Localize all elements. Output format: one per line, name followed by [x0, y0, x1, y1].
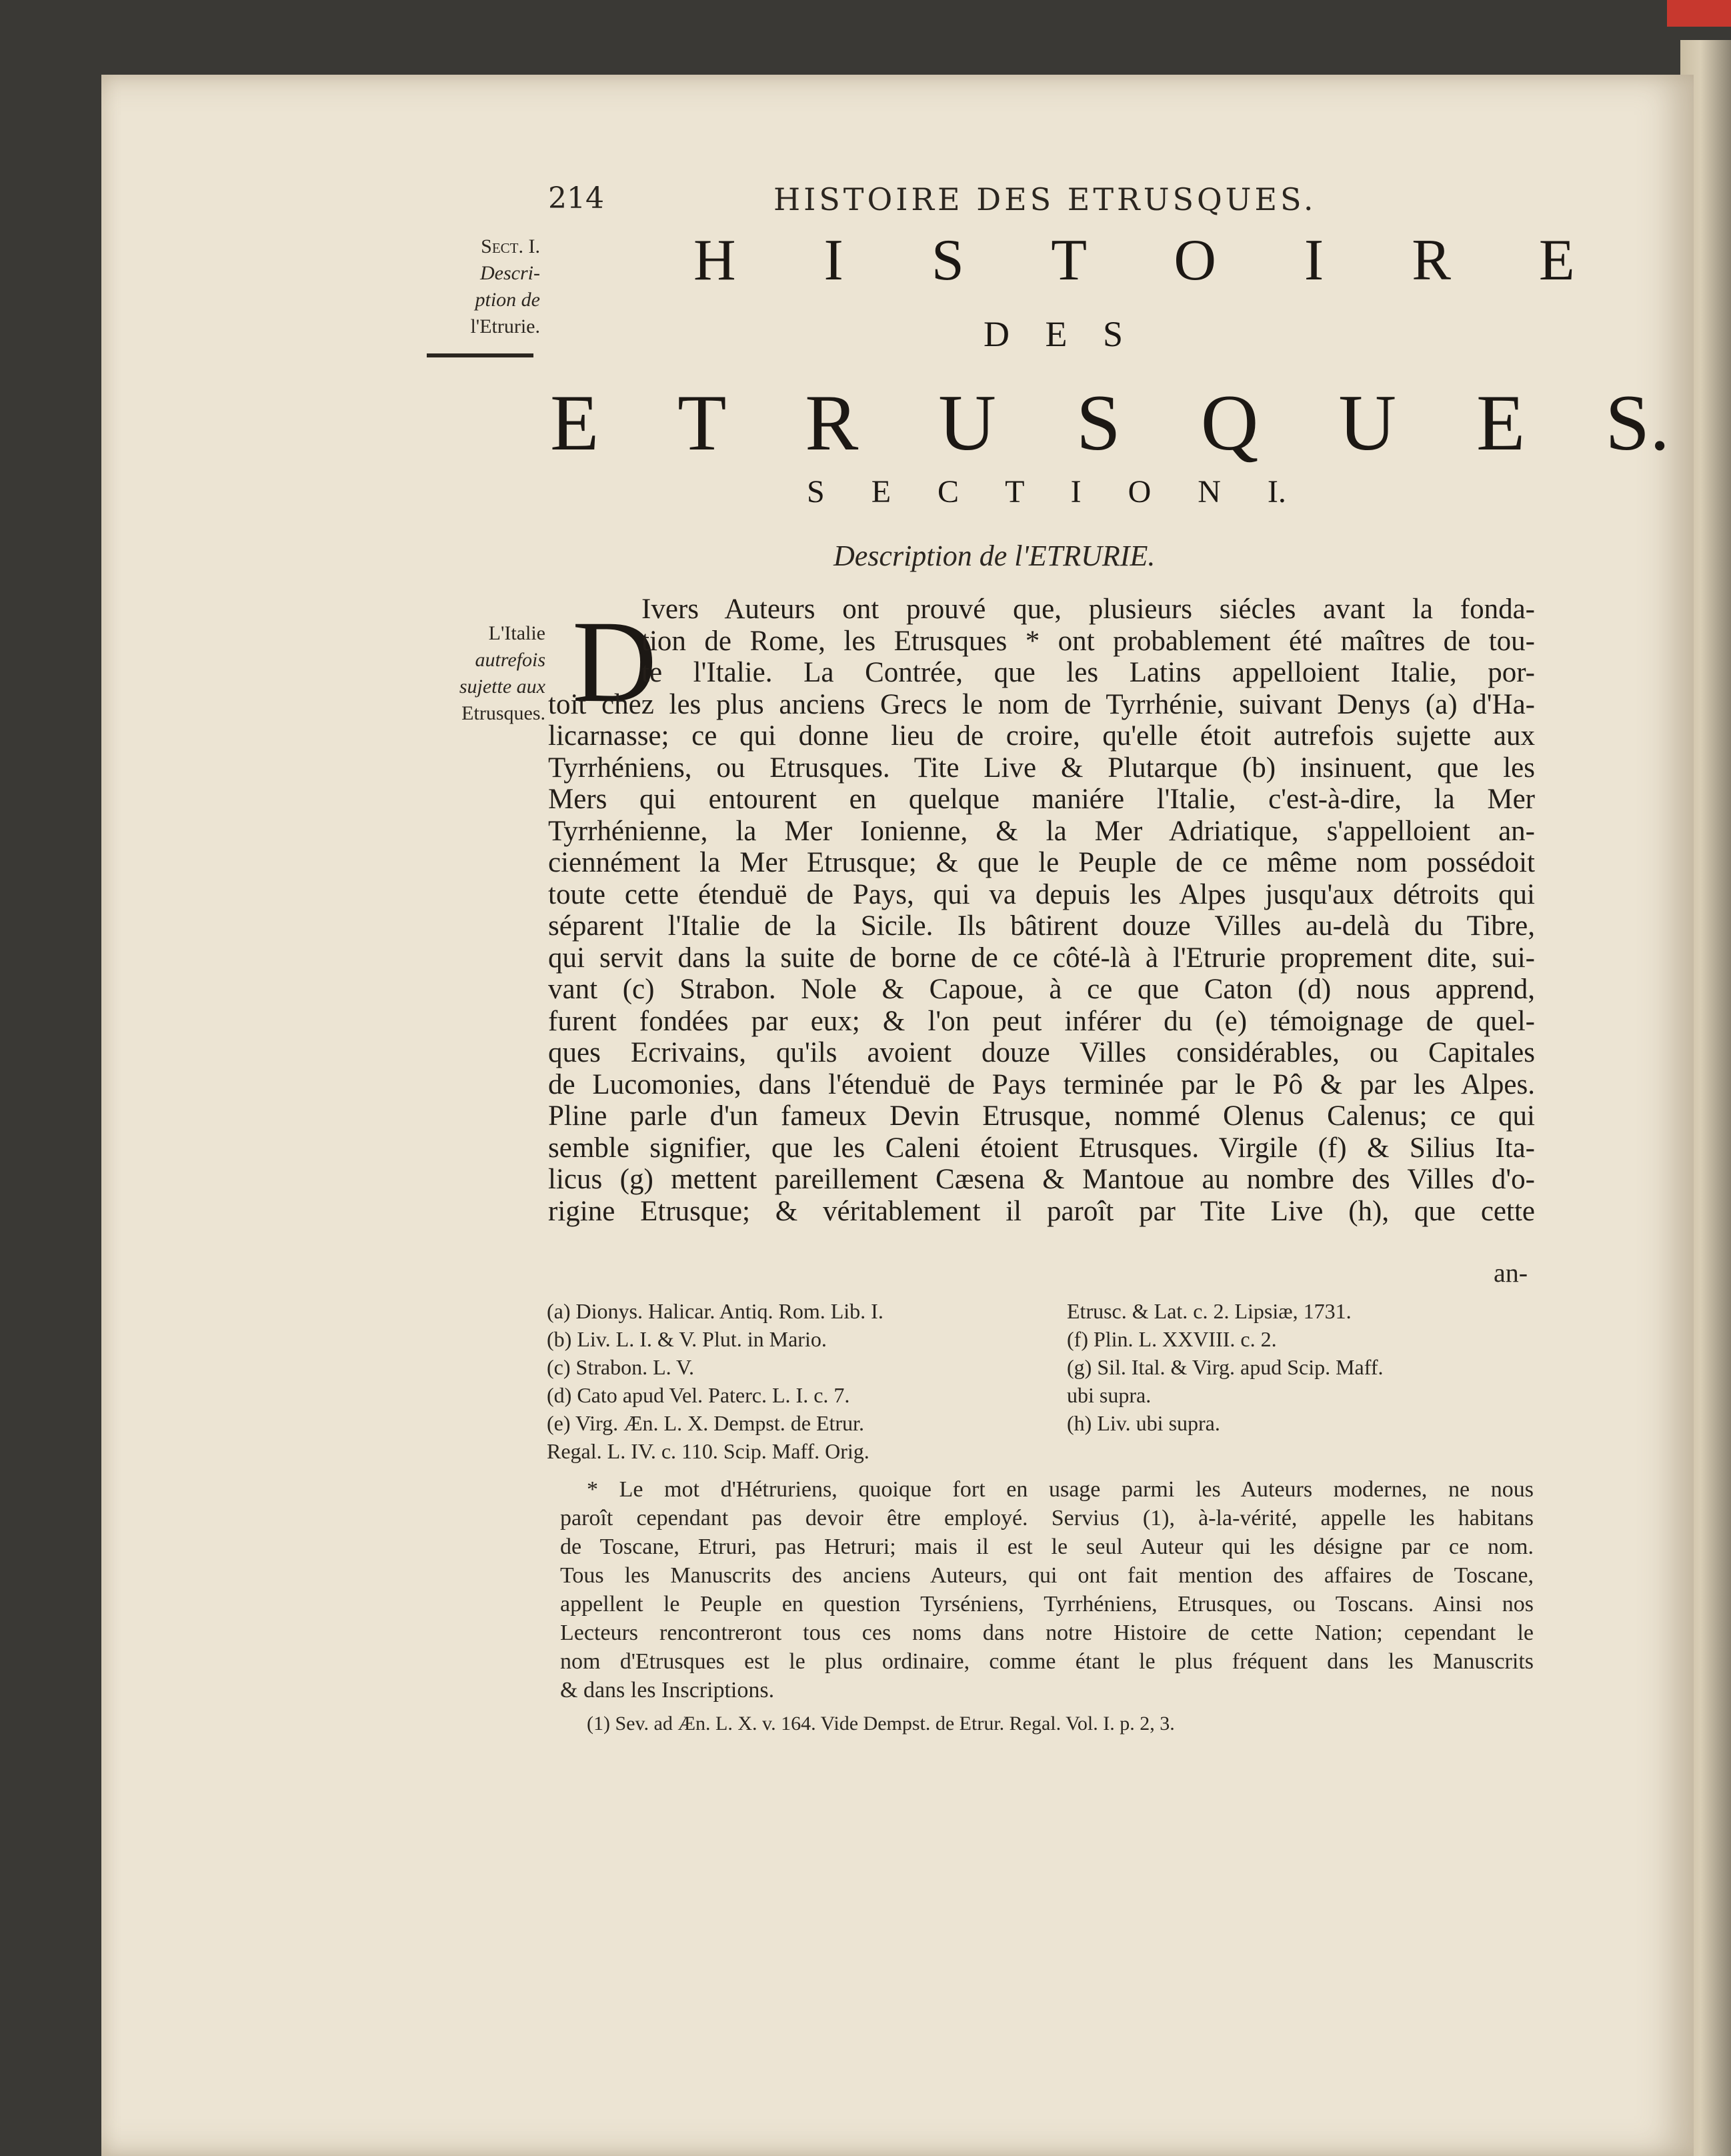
page-number: 214: [548, 181, 604, 215]
note-line: nom d'Etrusques est le plus ordinaire, comme étant le plus fréquent dans les Manuscrits: [560, 1649, 1534, 1674]
body-line: vant (c) Strabon. Nole & Capoue, à ce que Caton (d) nous apprend,: [548, 974, 1535, 1005]
footnote-right: ubi supra.: [1067, 1383, 1152, 1407]
margin-section-label: Sect. I.: [481, 235, 540, 257]
note-line: * Le mot d'Hétruriens, quoique fort en usage parmi les Auteurs modernes, ne nous: [587, 1477, 1534, 1502]
running-title: HISTOIRE DES ETRUSQUES.: [773, 181, 1317, 217]
title-histoire: H I S T O I R E: [693, 228, 1575, 293]
body-line: furent fondées par eux; & l'on peut inférer du (e) témoignage de quel-: [548, 1005, 1535, 1037]
footnotes-right: [1067, 1297, 1383, 1437]
body-line: licarnasse; ce qui donne lieu de croire, qu'elle étoit autrefois sujette aux: [548, 720, 1535, 752]
body-text: [548, 594, 1535, 1227]
footnote-left: (d) Cato apud Vel. Paterc. L. I. c. 7.: [547, 1383, 850, 1407]
note-line: appellent le Peuple en question Tyrséniens, Tyrrhéniens, Etrusques, ou Toscans. Ainsi nos: [560, 1592, 1534, 1616]
margin-rule: [427, 353, 533, 357]
body-line: qui servit dans la suite de borne de ce côté-là à l'Etrurie proprement dite, sui-: [548, 942, 1535, 974]
section-subtitle: Description de l'ETRURIE.: [833, 540, 1156, 572]
margin-italy-3: sujette aux: [459, 676, 545, 698]
footnote-left: Regal. L. IV. c. 110. Scip. Maff. Orig.: [547, 1439, 870, 1463]
body-line: séparent l'Italie de la Sicile. Ils bâtirent douze Villes au-delà du Tibre,: [548, 910, 1535, 942]
note-line: & dans les Inscriptions.: [560, 1678, 775, 1703]
drop-capital: D: [572, 597, 657, 727]
body-line: ques Ecrivains, qu'ils avoient douze Villes considérables, ou Capitales: [548, 1037, 1535, 1068]
section-heading: S E C T I O N I.: [807, 474, 1286, 509]
footnotes-left: [547, 1297, 884, 1465]
catchword: an-: [1494, 1258, 1528, 1288]
body-line: tion de Rome, les Etrusques * ont probablement été maîtres de tou-: [641, 625, 1535, 657]
margin-note-section: [400, 233, 540, 340]
body-line: Pline parle d'un fameux Devin Etrusque, nommé Olenus Calenus; ce qui: [548, 1100, 1535, 1132]
asterisk-note: [560, 1475, 1534, 1705]
body-line: Mers qui entourent en quelque maniére l'Italie, c'est-à-dire, la Mer: [548, 784, 1535, 815]
margin-italy-4: Etrusques.: [461, 702, 545, 724]
bookmark-tab: [1667, 0, 1731, 27]
footnote-left: (a) Dionys. Halicar. Antiq. Rom. Lib. I.: [547, 1299, 884, 1323]
body-line: de Lucomonies, dans l'étenduë de Pays terminée par le Pô & par les Alpes.: [548, 1068, 1535, 1100]
note-line: de Toscane, Etruri, pas Hetruri; mais il est le seul Auteur qui les désigne par ce nom.: [560, 1534, 1534, 1559]
body-line: te l'Italie. La Contrée, que les Latins appelloient Italie, por-: [641, 657, 1535, 688]
body-line: Ivers Auteurs ont prouvé que, plusieurs siécles avant la fonda-: [641, 594, 1535, 625]
body-line: licus (g) mettent pareillement Cæsena & Mantoue au nombre des Villes d'o-: [548, 1164, 1535, 1195]
title-des: D E S: [984, 314, 1124, 354]
margin-section-desc-1: Descri-: [480, 262, 540, 284]
footnote-right: (f) Plin. L. XXVIII. c. 2.: [1067, 1327, 1277, 1351]
footnote-right: (g) Sil. Ital. & Virg. apud Scip. Maff.: [1067, 1355, 1384, 1379]
note-line: Tous les Manuscrits des anciens Auteurs, qui ont fait mention des affaires de Toscane,: [560, 1563, 1534, 1588]
footnote-left: (c) Strabon. L. V.: [547, 1355, 695, 1379]
body-line: semble signifier, que les Caleni étoient Etrusques. Virgile (f) & Silius Ita-: [548, 1132, 1535, 1164]
margin-section-desc-3: l'Etrurie.: [470, 315, 540, 337]
footnote-right: Etrusc. & Lat. c. 2. Lipsiæ, 1731.: [1067, 1299, 1352, 1323]
note-line: Lecteurs rencontreront tous ces noms dans notre Histoire de cette Nation; cependant le: [560, 1621, 1534, 1645]
margin-section-desc-2: ption de: [475, 289, 540, 311]
footnote-left: (e) Virg. Æn. L. X. Dempst. de Etrur.: [547, 1411, 864, 1435]
body-line: toute cette étenduë de Pays, qui va depuis les Alpes jusqu'aux détroits qui: [548, 878, 1535, 910]
title-etrusques: E T R U S Q U E S.: [550, 378, 1670, 467]
note-reference: (1) Sev. ad Æn. L. X. v. 164. Vide Dempst. de Etrur. Regal. Vol. I. p. 2, 3.: [587, 1713, 1175, 1735]
footnote-right: (h) Liv. ubi supra.: [1067, 1411, 1220, 1435]
body-line: toit chez les plus anciens Grecs le nom de Tyrrhénie, suivant Denys (a) d'Ha-: [548, 688, 1535, 720]
margin-italy-2: autrefois: [475, 649, 545, 671]
margin-italy-1: L'Italie: [488, 622, 545, 644]
note-line: paroît cependant pas devoir être employé. Servius (1), à-la-vérité, appelle les habitans: [560, 1506, 1534, 1530]
body-line: Tyrrhéniens, ou Etrusques. Tite Live & Plutarque (b) insinuent, que les: [548, 752, 1535, 784]
body-line: rigine Etrusque; & véritablement il paroît par Tite Live (h), que cette: [548, 1195, 1535, 1227]
body-line: Tyrrhénienne, la Mer Ionienne, & la Mer Adriatique, s'appelloient an-: [548, 815, 1535, 847]
margin-note-italy: [400, 620, 545, 727]
footnote-left: (b) Liv. L. I. & V. Plut. in Mario.: [547, 1327, 827, 1351]
body-line: ciennément la Mer Etrusque; & que le Peuple de ce même nom possédoit: [548, 847, 1535, 878]
